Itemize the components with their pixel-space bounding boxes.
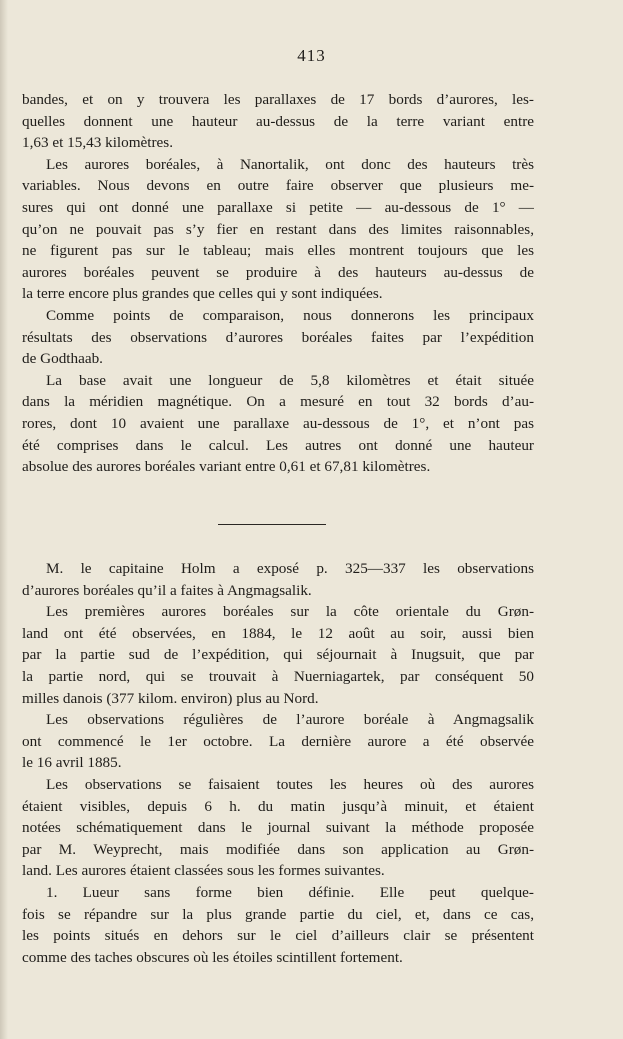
text-line: résultats des observations d’aurores boréales faites par l’expédition [22,328,534,346]
text-line: ont commencé le 1er octobre. La dernière aurore a été observée [22,732,534,750]
section-separator [218,524,326,525]
text-line: de Godthaab. [22,350,103,368]
text-line: comme des taches obscures où les étoiles scintillent fortement. [22,948,403,966]
text-line: d’aurores boréales qu’il a faites à Angmagsalik. [22,581,312,599]
text-line: M. le capitaine Holm a exposé p. 325—337 les observations [46,560,534,577]
text-line: la partie nord, qui se trouvait à Nuerniagartek, par conséquent 50 [22,667,534,685]
text-line: sures qui ont donné une parallaxe si petite — au-dessous de 1° — [22,198,534,216]
text-line: notées schématiquement dans le journal suivant la méthode proposée [22,819,534,837]
text-line: Les observations régulières de l’aurore boréale à Angmagsalik [46,711,534,729]
page-edge-shadow [0,0,8,1039]
text-line: ne figurent pas sur le tableau; mais elles montrent toujours que les [22,242,534,260]
text-line: fois se répandre sur la plus grande partie du ciel, et, dans ce cas, [22,905,534,923]
text-section-2 [22,558,534,968]
text-line: qu’on ne pouvait pas s’y fier en restant dans des limites raisonnables, [22,220,534,238]
text-line: par la partie sud de l’expédition, qui séjournait à Inugsuit, que par [22,646,534,664]
text-line: variables. Nous devons en outre faire observer que plusieurs me- [22,177,534,195]
page-number: 413 [297,46,326,65]
text-section-1 [22,89,534,478]
text-line: rores, dont 10 avaient une parallaxe au-dessous de 1°, et n’ont pas [22,414,534,432]
text-line: par M. Weyprecht, mais modifiée dans son application au Grøn- [22,840,534,858]
text-line: milles danois (377 kilom. environ) plus au Nord. [22,689,319,707]
text-line: été comprises dans le calcul. Les autres ont donné une hauteur [22,436,534,454]
text-line: dans la méridien magnétique. On a mesuré en tout 32 bords d’au- [22,393,534,411]
text-line: 1,63 et 15,43 kilomètres. [22,134,174,152]
text-line: land ont été observées, en 1884, le 12 août au soir, aussi bien [22,624,534,642]
text-line: Les aurores boréales, à Nanortalik, ont donc des hauteurs très [46,155,534,173]
text-line: la terre encore plus grandes que celles qui y sont indiquées. [22,285,383,303]
text-line: land. Les aurores étaient classées sous les formes suivantes. [22,862,385,880]
text-line: étaient visibles, depuis 6 h. du matin jusqu’à minuit, et étaient [22,797,534,815]
text-line: La base avait une longueur de 5,8 kilomètres et était située [46,371,534,389]
text-line: Comme points de comparaison, nous donnerons les principaux [46,306,534,324]
text-line: 1. Lueur sans forme bien définie. Elle peut quelque- [46,883,534,901]
text-line: aurores boréales peuvent se produire à des hauteurs au-dessus de [22,263,534,281]
text-line: les points situés en dehors sur le ciel d’ailleurs clair se présentent [22,927,534,945]
text-line: bandes, et on y trouvera les parallaxes de 17 bords d’aurores, les- [22,91,534,108]
text-line: le 16 avril 1885. [22,754,122,772]
text-line: quelles donnent une hauteur au-dessus de la terre variant entre [22,112,534,130]
text-line: Les observations se faisaient toutes les heures où des aurores [46,775,534,793]
text-line: Les premières aurores boréales sur la côte orientale du Grøn- [46,603,534,621]
text-line: absolue des aurores boréales variant entre 0,61 et 67,81 kilomètres. [22,458,431,476]
